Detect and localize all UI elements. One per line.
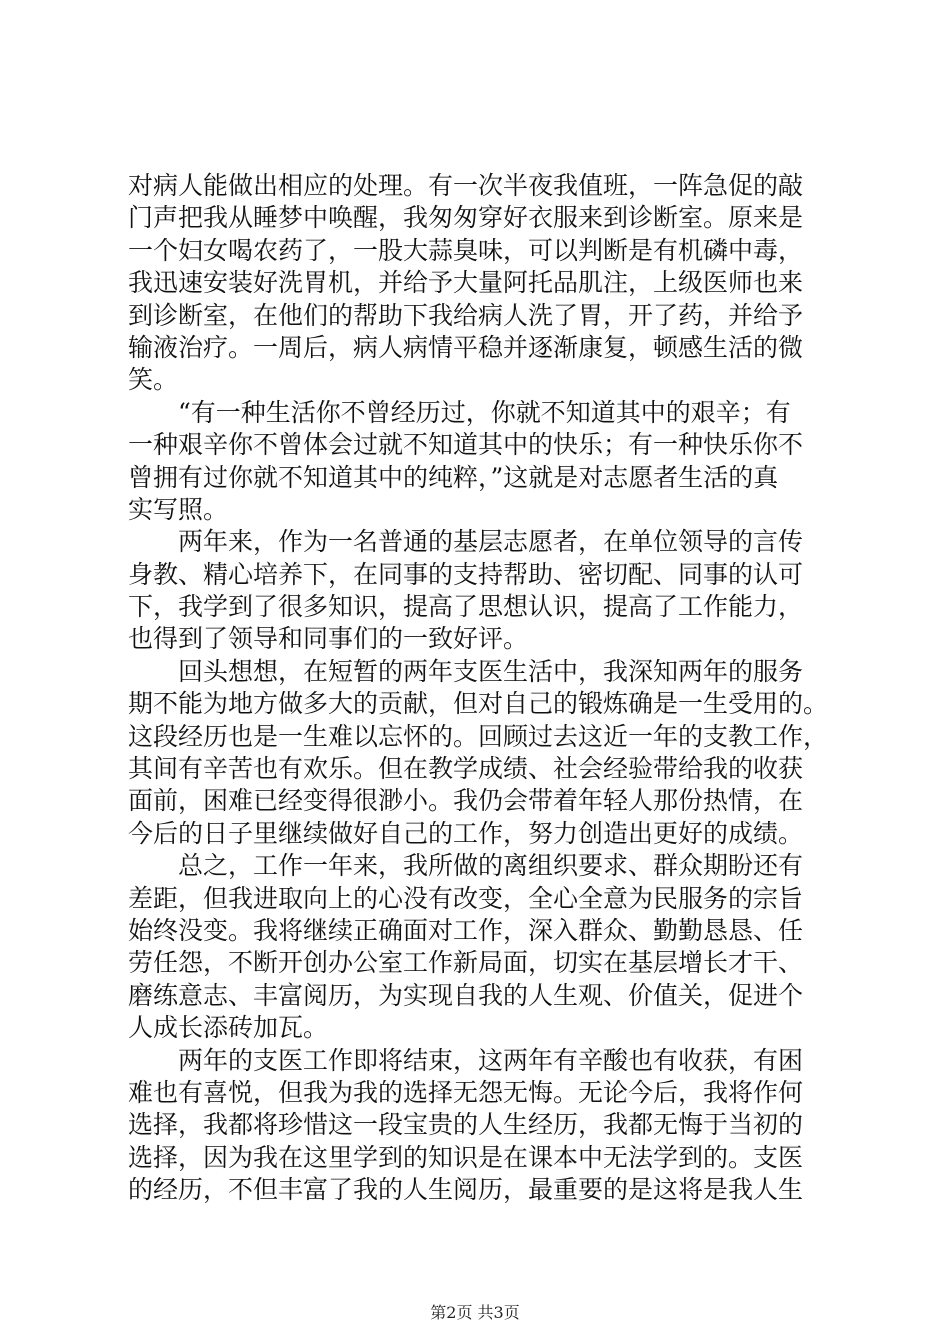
text-line: 曾拥有过你就不知道其中的纯粹，”这就是对志愿者生活的真 (128, 462, 779, 492)
paragraph-first-line: 两年的支医工作即将结束，这两年有辛酸也有收获，有困 (178, 1045, 804, 1075)
text-line: 一个妇女喝农药了，一股大蒜臭味，可以判断是有机磷中毒， (128, 235, 804, 265)
text-line: 难也有喜悦，但我为我的选择无怨无悔。无论今后，我将作何 (128, 1077, 804, 1107)
text-line: 选择，因为我在这里学到的知识是在课本中无法学到的。支医 (128, 1142, 804, 1172)
paragraph-first-line: 两年来，作为一名普通的基层志愿者，在单位领导的言传 (178, 527, 804, 557)
text-line: 身教、精心培养下，在同事的支持帮助、密切配、同事的认可 (128, 559, 804, 589)
body-text (128, 170, 828, 1207)
text-line: 今后的日子里继续做好自己的工作，努力创造出更好的成绩。 (128, 818, 804, 848)
text-line: 始终没变。我将继续正确面对工作，深入群众、勤勤恳恳、任 (128, 915, 804, 945)
text-line: 人成长添砖加瓦。 (128, 1013, 329, 1043)
text-line: 对病人能做出相应的处理。有一次半夜我值班，一阵急促的敲 (128, 171, 804, 200)
paragraph-first-line: “有一种生活你不曾经历过，你就不知道其中的艰辛；有 (178, 397, 791, 427)
text-line: 实写照。 (128, 494, 229, 524)
text-line: 一种艰辛你不曾体会过就不知道其中的快乐；有一种快乐你不 (128, 430, 804, 460)
text-line: 差距，但我进取向上的心没有改变，全心全意为民服务的宗旨 (128, 883, 804, 913)
text-line: 也得到了领导和同事们的一致好评。 (128, 624, 529, 654)
text-line: 面前，困难已经变得很渺小。我仍会带着年轻人那份热情，在 (128, 786, 804, 816)
text-line: 这段经历也是一生难以忘怀的。回顾过去这近一年的支教工作， (128, 721, 829, 751)
page-number-footer: 第2页 共3页 (430, 1303, 520, 1322)
paragraph-first-line: 回头想想，在短暂的两年支医生活中，我深知两年的服务 (178, 656, 804, 686)
text-line: 笑。 (128, 365, 179, 395)
text-line: 我迅速安装好洗胃机，并给予大量阿托品肌注，上级医师也来 (128, 268, 804, 298)
text-line: 劳任怨，不断开创办公室工作新局面，切实在基层增长才干、 (128, 948, 804, 978)
text-line: 期不能为地方做多大的贡献，但对自己的锻炼确是一生受用的。 (128, 689, 829, 719)
text-line: 下，我学到了很多知识，提高了思想认识，提高了工作能力， (128, 592, 804, 622)
text-line: 到诊断室，在他们的帮助下我给病人洗了胃，开了药，并给予 (128, 300, 804, 330)
text-line: 选择，我都将珍惜这一段宝贵的人生经历，我都无悔于当初的 (128, 1110, 804, 1140)
text-line: 其间有辛苦也有欢乐。但在教学成绩、社会经验带给我的收获 (128, 754, 804, 784)
text-line: 的经历，不但丰富了我的人生阅历，最重要的是这将是我人生 (128, 1175, 804, 1205)
text-line: 输液治疗。一周后，病人病情平稳并逐渐康复，顿感生活的微 (128, 332, 804, 362)
paragraph-first-line: 总之，工作一年来，我所做的离组织要求、群众期盼还有 (178, 851, 804, 881)
text-line: 门声把我从睡梦中唤醒，我匆匆穿好衣服来到诊断室。原来是 (128, 203, 804, 233)
text-line: 磨练意志、丰富阅历，为实现自我的人生观、价值关，促进个 (128, 980, 804, 1010)
